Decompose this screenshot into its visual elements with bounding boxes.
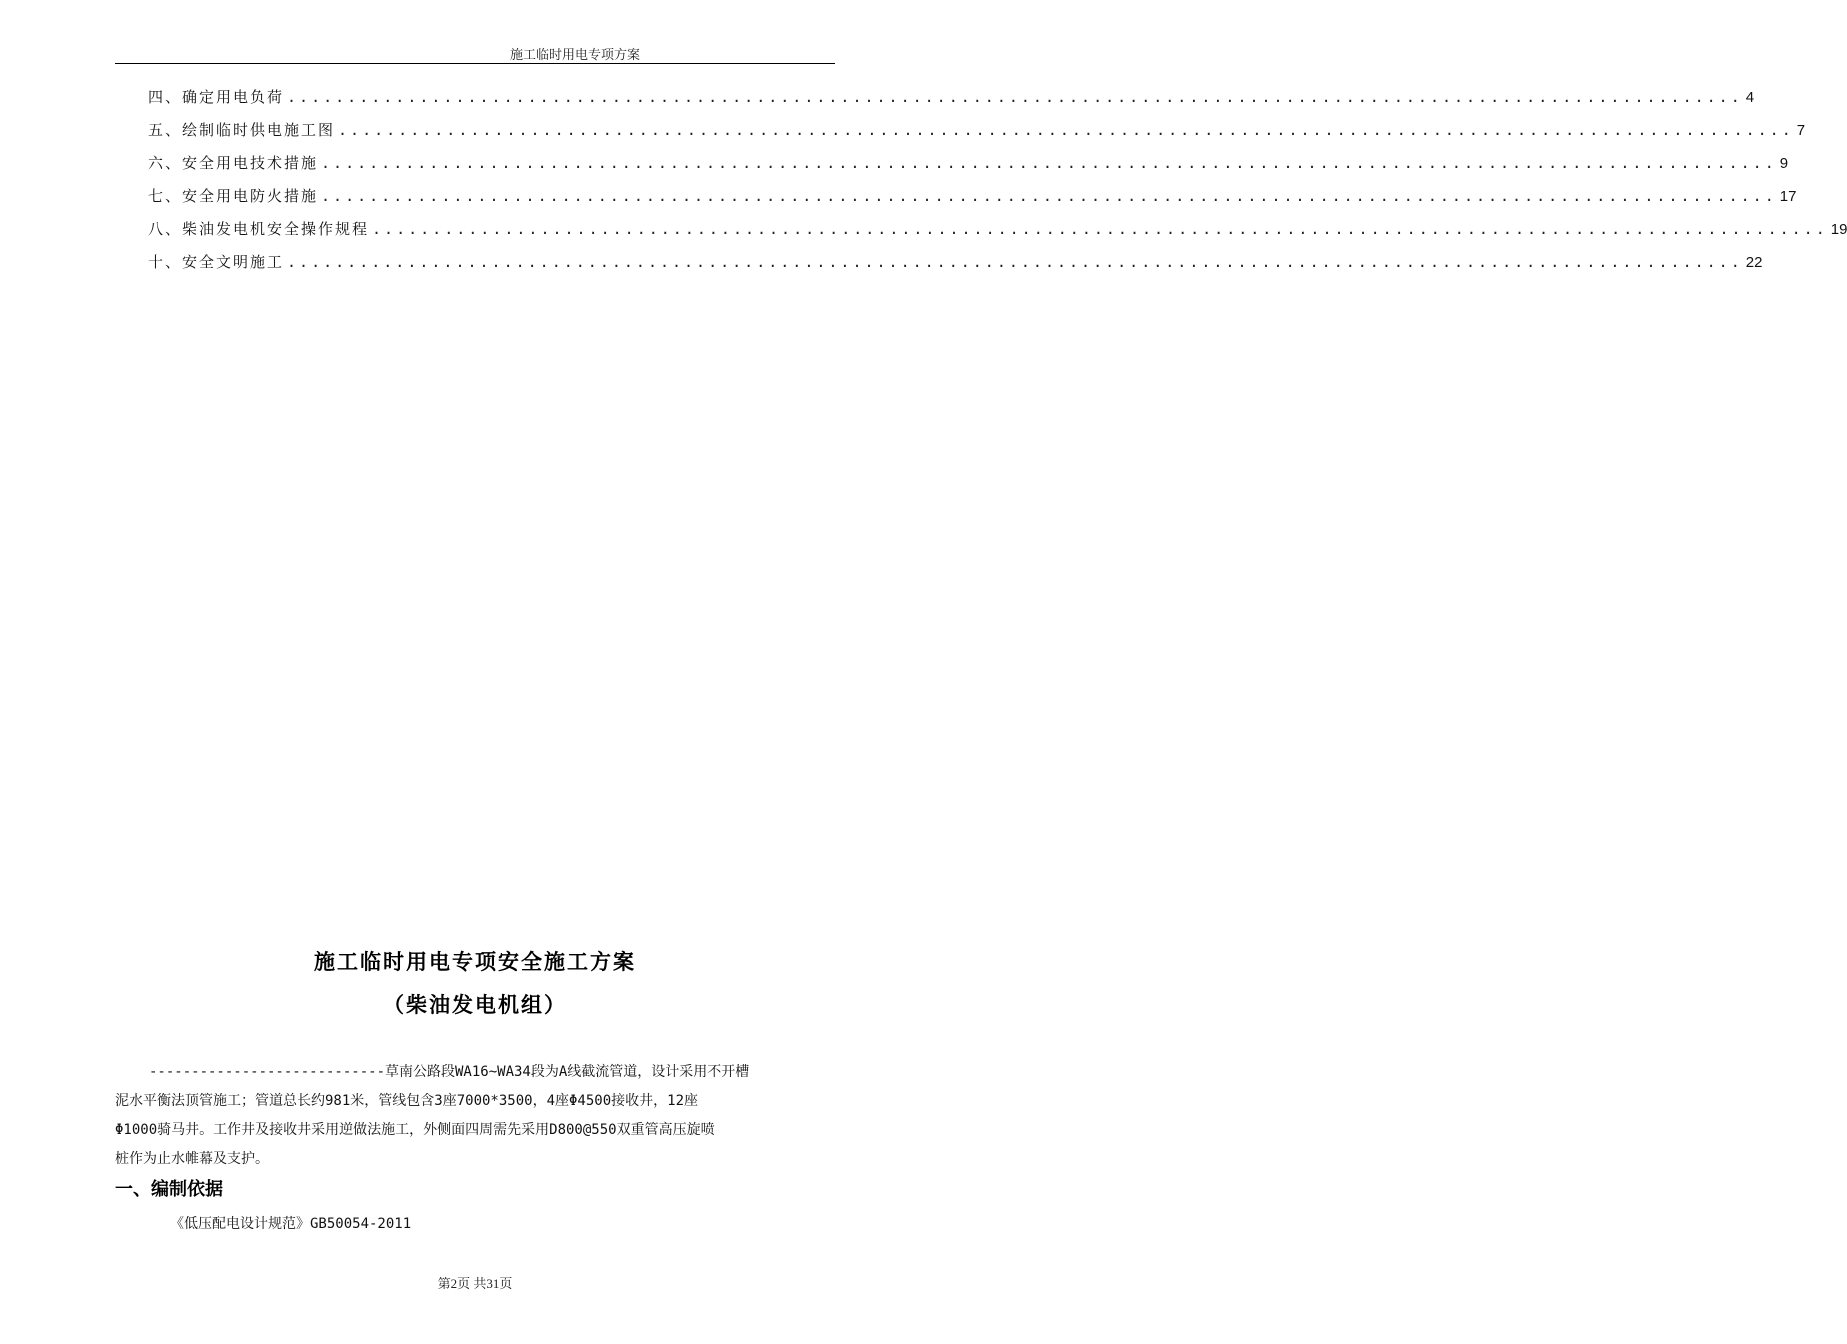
toc-leader-dots: ......................................................................................................................... <box>338 121 1794 139</box>
intro-line: Φ1000骑马井。工作井及接收井采用逆做法施工，外侧面四周需先采用D800@550双重管高压旋喷 <box>115 1122 715 1138</box>
toc-entry-safety-tech[interactable] <box>148 152 1789 185</box>
toc-leader-dots: ......................................................................................................................... <box>287 88 1743 106</box>
table-of-contents <box>148 86 1847 284</box>
toc-leader-dots: ......................................................................................................................... <box>321 154 1777 172</box>
toc-entry-load[interactable] <box>148 86 1755 119</box>
toc-leader-dots: ......................................................................................................................... <box>321 187 1777 205</box>
toc-leader-dots: ......................................................................................................................... <box>287 253 1743 271</box>
running-header-title: 施工临时用电专项方案 <box>510 48 641 63</box>
intro-paragraph <box>115 1058 825 1174</box>
toc-leader-dots: ......................................................................................................................... <box>372 220 1828 238</box>
toc-entry-page: 17 <box>1779 188 1797 205</box>
toc-entry-page: 9 <box>1779 155 1789 172</box>
toc-entry-fire[interactable] <box>148 185 1797 218</box>
toc-entry-generator[interactable] <box>148 218 1847 251</box>
toc-entry-label: 七、安全用电防火措施 <box>148 187 319 205</box>
toc-entry-label: 四、确定用电负荷 <box>148 88 285 106</box>
section-heading: 一、编制依据 <box>115 1179 223 1200</box>
toc-entry-page: 22 <box>1745 254 1763 271</box>
header-divider <box>115 63 835 64</box>
toc-entry-page: 19 <box>1830 221 1847 238</box>
toc-entry-page: 4 <box>1745 89 1755 106</box>
toc-entry-label: 十、安全文明施工 <box>148 253 285 271</box>
intro-line: 泥水平衡法顶管施工；管道总长约981米，管线包含3座7000*3500，4座Φ4500接收井，12座 <box>115 1093 699 1109</box>
toc-entry-label: 六、安全用电技术措施 <box>148 154 319 172</box>
toc-entry-label: 五、绘制临时供电施工图 <box>148 121 336 139</box>
intro-line: ----------------------------草南公路段WA16~WA34段为A线截流管道，设计采用不开槽 <box>149 1064 750 1080</box>
document-title: 施工临时用电专项安全施工方案 <box>314 949 636 974</box>
reference-standard: 《低压配电设计规范》GB50054-2011 <box>170 1216 412 1232</box>
toc-entry-drawing[interactable] <box>148 119 1806 152</box>
document-subtitle: （柴油发电机组） <box>383 992 567 1017</box>
toc-entry-page: 7 <box>1796 122 1806 139</box>
toc-entry-label: 八、柴油发电机安全操作规程 <box>148 220 370 238</box>
page-footer: 第2页 共31页 <box>437 1276 513 1291</box>
toc-entry-civilized[interactable] <box>148 251 1763 284</box>
intro-line: 桩作为止水帷幕及支护。 <box>115 1151 269 1167</box>
